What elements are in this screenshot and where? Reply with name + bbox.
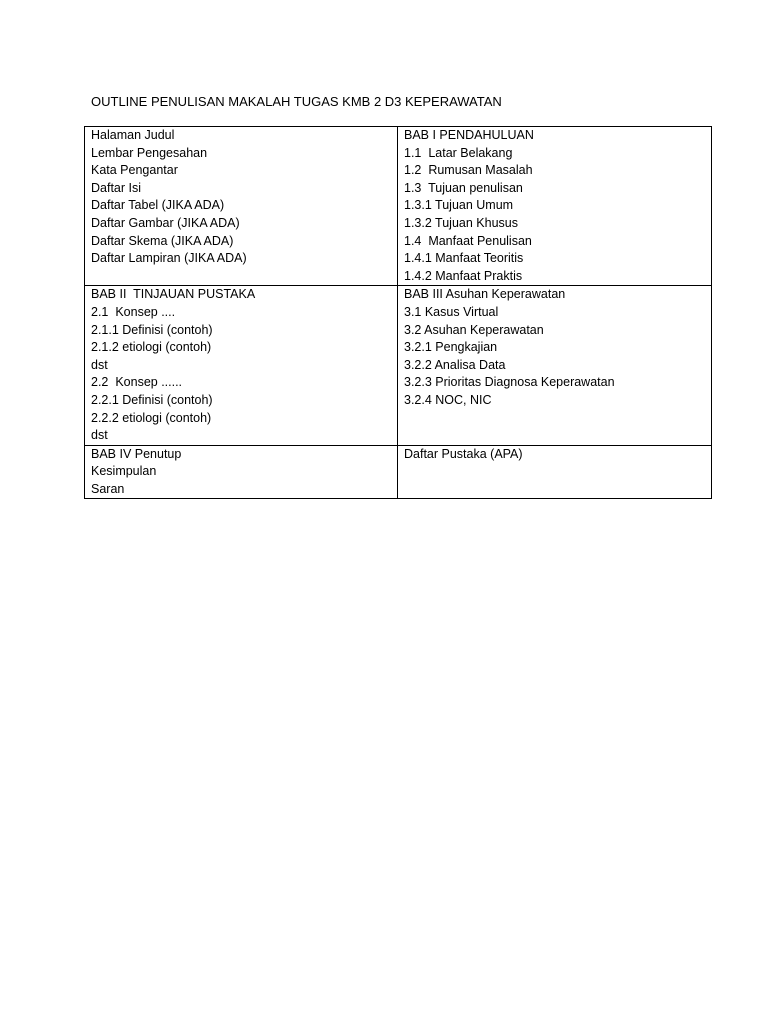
outline-item: Daftar Skema (JIKA ADA)	[91, 233, 234, 248]
outline-item: 3.2 Asuhan Keperawatan	[404, 322, 544, 337]
document-title: OUTLINE PENULISAN MAKALAH TUGAS KMB 2 D3 KEPERAWATAN	[91, 94, 502, 109]
outline-item: Kesimpulan	[91, 464, 157, 479]
outline-item: Daftar Isi	[91, 180, 142, 195]
outline-item: 1.3.2 Tujuan Khusus	[404, 215, 518, 230]
table-row	[85, 445, 712, 499]
outline-item: Halaman Judul	[91, 128, 175, 142]
outline-item: Daftar Gambar (JIKA ADA)	[91, 215, 240, 230]
outline-item: 2.1.1 Definisi (contoh)	[91, 322, 213, 337]
outline-item: 1.4.1 Manfaat Teoritis	[404, 251, 524, 266]
table-cell-references	[398, 445, 712, 499]
table-cell-bab-3	[398, 286, 712, 445]
table-row	[85, 127, 712, 286]
outline-table	[84, 126, 712, 499]
outline-item: 2.2 Konsep ......	[91, 375, 183, 390]
outline-item: dst	[91, 428, 108, 443]
section-heading: BAB I PENDAHULUAN	[404, 128, 534, 142]
outline-item: 2.2.2 etiologi (contoh)	[91, 410, 212, 425]
table-cell-bab-2	[85, 286, 398, 445]
table-cell-bab-1	[398, 127, 712, 286]
section-heading: BAB IV Penutup	[91, 446, 182, 461]
outline-item: 1.4 Manfaat Penulisan	[404, 233, 532, 248]
outline-item: 3.2.2 Analisa Data	[404, 357, 506, 372]
outline-item: 1.2 Rumusan Masalah	[404, 163, 533, 178]
outline-item: 3.2.3 Prioritas Diagnosa Keperawatan	[404, 375, 615, 390]
section-heading: Daftar Pustaka (APA)	[404, 446, 523, 461]
outline-item: Lembar Pengesahan	[91, 145, 208, 160]
table-cell-front-matter	[85, 127, 398, 286]
outline-item: dst	[91, 357, 108, 372]
table-cell-bab-4	[85, 445, 398, 499]
outline-item: Saran	[91, 481, 125, 496]
outline-item: 3.2.4 NOC, NIC	[404, 392, 492, 407]
outline-item: 2.2.1 Definisi (contoh)	[91, 392, 213, 407]
outline-item: 2.1.2 etiologi (contoh)	[91, 340, 212, 355]
outline-item: 3.1 Kasus Virtual	[404, 304, 499, 319]
outline-item: Kata Pengantar	[91, 163, 178, 178]
table-row	[85, 286, 712, 445]
outline-item: Daftar Tabel (JIKA ADA)	[91, 198, 225, 213]
section-heading: BAB III Asuhan Keperawatan	[404, 287, 566, 302]
outline-item: 3.2.1 Pengkajian	[404, 340, 498, 355]
outline-item: 2.1 Konsep ....	[91, 304, 176, 319]
outline-item: 1.3.1 Tujuan Umum	[404, 198, 514, 213]
outline-item: 1.3 Tujuan penulisan	[404, 180, 523, 195]
section-heading: BAB II TINJAUAN PUSTAKA	[91, 287, 256, 302]
outline-item: 1.1 Latar Belakang	[404, 145, 513, 160]
outline-item: 1.4.2 Manfaat Praktis	[404, 268, 523, 283]
outline-item: Daftar Lampiran (JIKA ADA)	[91, 251, 247, 266]
